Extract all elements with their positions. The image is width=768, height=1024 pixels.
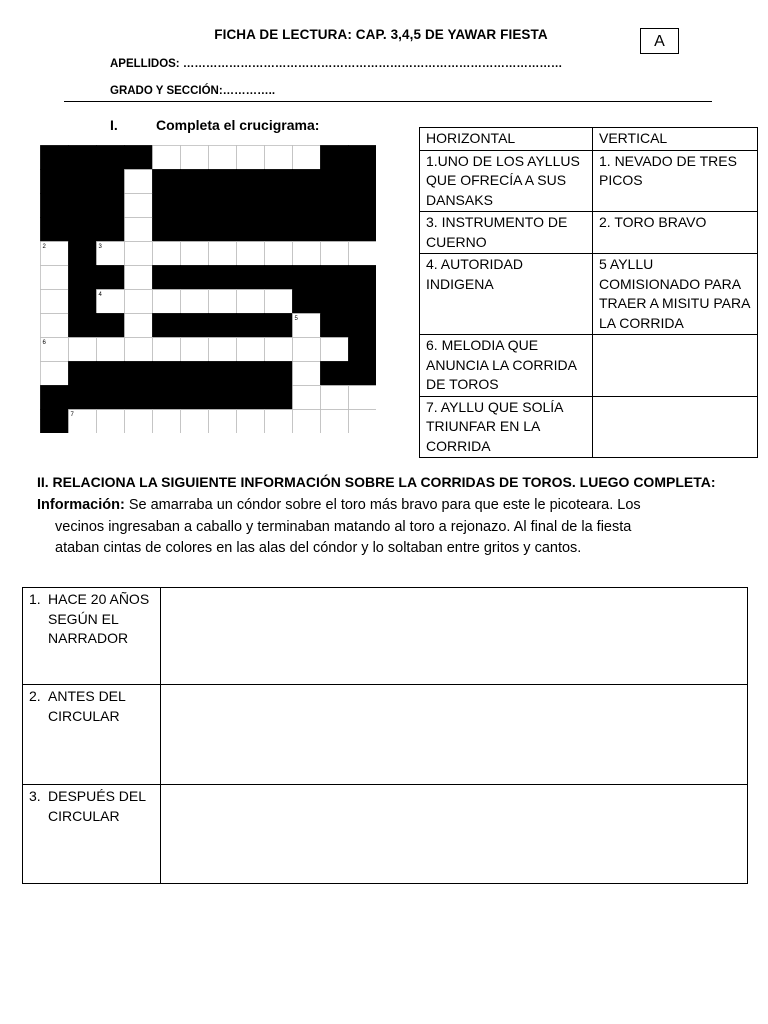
crossword-clue-number: 1 (126, 148, 130, 154)
crossword-block (349, 290, 377, 314)
header-divider (64, 101, 712, 102)
crossword-block (209, 314, 237, 338)
crossword-block (321, 170, 349, 194)
crossword-block (349, 218, 377, 242)
crossword-cell[interactable] (237, 146, 265, 170)
crossword-block (69, 242, 97, 266)
crossword-clue-number: 5 (294, 316, 298, 322)
crossword-block (237, 362, 265, 386)
crossword-block (321, 314, 349, 338)
crossword-block (69, 218, 97, 242)
crossword-cell[interactable] (153, 146, 181, 170)
crossword-cell[interactable] (125, 410, 153, 434)
crossword-block (181, 386, 209, 410)
crossword-cell[interactable] (237, 338, 265, 362)
crossword-block (153, 386, 181, 410)
crossword-block (97, 362, 125, 386)
crossword-cell[interactable] (69, 338, 97, 362)
worksheet-title: FICHA DE LECTURA: CAP. 3,4,5 DE YAWAR FIESTA (214, 27, 548, 42)
clues-table (419, 127, 758, 458)
crossword-cell[interactable] (209, 242, 237, 266)
information-paragraph (37, 495, 737, 560)
crossword-block (237, 314, 265, 338)
relation-label: 3. DESPUÉS DEL CIRCULAR (23, 785, 161, 884)
vertical-header: VERTICAL (593, 128, 758, 151)
crossword-block (349, 338, 377, 362)
crossword-cell[interactable] (321, 410, 349, 434)
crossword-block (69, 314, 97, 338)
crossword-block (41, 146, 69, 170)
crossword-block (153, 218, 181, 242)
crossword-block (265, 266, 293, 290)
crossword-cell[interactable] (153, 290, 181, 314)
vertical-clue: 5 AYLLU COMISIONADO PARA TRAER A MISITU PARA LA CORRIDA (593, 254, 758, 335)
crossword-block (181, 170, 209, 194)
horizontal-clue: 4. AUTORIDAD INDIGENA (420, 254, 593, 335)
crossword-block (41, 170, 69, 194)
horizontal-clue: 6. MELODIA QUE ANUNCIA LA CORRIDA DE TOROS (420, 335, 593, 397)
crossword-block (321, 218, 349, 242)
vertical-clue: 1. NEVADO DE TRES PICOS (593, 150, 758, 212)
crossword-block (321, 290, 349, 314)
crossword-cell[interactable] (125, 194, 153, 218)
crossword-clue-number: 7 (70, 412, 74, 418)
crossword-block (153, 266, 181, 290)
crossword-clue-number: 6 (42, 340, 46, 346)
crossword-cell[interactable] (153, 338, 181, 362)
crossword-cell[interactable] (265, 242, 293, 266)
crossword-cell[interactable] (209, 410, 237, 434)
crossword-block (41, 386, 69, 410)
crossword-block (349, 170, 377, 194)
crossword-cell[interactable] (321, 338, 349, 362)
horizontal-clue: 1.UNO DE LOS AYLLUS QUE OFRECÍA A SUS DANSAKS (420, 150, 593, 212)
crossword-block (181, 314, 209, 338)
crossword-block (265, 194, 293, 218)
crossword-cell[interactable] (153, 242, 181, 266)
crossword-block (181, 194, 209, 218)
section1-text: Completa el crucigrama: (156, 117, 320, 133)
horizontal-header: HORIZONTAL (420, 128, 593, 151)
info-line: ataban cintas de colores en las alas del cóndor y lo soltaban entre gritos y cantos. (55, 540, 582, 557)
crossword-block (97, 170, 125, 194)
crossword-cell[interactable] (293, 146, 321, 170)
clues-header-row (420, 128, 758, 151)
crossword-cell[interactable] (41, 362, 69, 386)
relation-answer-cell[interactable] (161, 685, 748, 785)
crossword-cell[interactable] (265, 290, 293, 314)
crossword-block (293, 290, 321, 314)
crossword-block (321, 362, 349, 386)
crossword-cell[interactable] (349, 386, 377, 410)
crossword-block (209, 362, 237, 386)
crossword-cell[interactable] (125, 290, 153, 314)
clue-row (420, 396, 758, 458)
apellidos-field[interactable]: APELLIDOS: ……………………………………………………………………………………… (110, 58, 563, 70)
crossword-block (97, 218, 125, 242)
crossword-cell[interactable] (321, 386, 349, 410)
section1-roman: I. (110, 117, 118, 133)
crossword-cell[interactable] (349, 410, 377, 434)
vertical-clue (593, 396, 758, 458)
crossword-cell[interactable] (125, 338, 153, 362)
vertical-clue: 2. TORO BRAVO (593, 212, 758, 254)
crossword-block (321, 194, 349, 218)
crossword-cell[interactable] (125, 242, 153, 266)
crossword-cell[interactable] (321, 242, 349, 266)
crossword-block (349, 266, 377, 290)
crossword-block (293, 170, 321, 194)
crossword-cell[interactable] (153, 410, 181, 434)
crossword-cell[interactable] (125, 218, 153, 242)
relation-label: 1. HACE 20 AÑOS SEGÚN EL NARRADOR (23, 588, 161, 685)
crossword-block (209, 218, 237, 242)
crossword-cell[interactable] (293, 338, 321, 362)
crossword-clue-number: 4 (98, 292, 102, 298)
info-label: Información: (37, 497, 125, 513)
crossword-block (265, 386, 293, 410)
crossword-block (321, 266, 349, 290)
clue-row (420, 212, 758, 254)
crossword-block (265, 170, 293, 194)
crossword-cell[interactable] (265, 146, 293, 170)
crossword-cell[interactable] (237, 410, 265, 434)
relation-row (23, 785, 748, 884)
crossword-block (265, 218, 293, 242)
crossword-block (349, 194, 377, 218)
crossword-cell[interactable] (237, 242, 265, 266)
crossword-block (237, 170, 265, 194)
relation-table (22, 587, 748, 884)
version-box: A (640, 28, 679, 54)
crossword-block (69, 266, 97, 290)
section1-heading (110, 117, 319, 133)
clue-row (420, 254, 758, 335)
crossword-cell[interactable] (181, 338, 209, 362)
crossword-block (349, 146, 377, 170)
crossword-cell[interactable] (349, 242, 377, 266)
crossword-block (209, 386, 237, 410)
crossword-block (321, 146, 349, 170)
crossword-block (209, 266, 237, 290)
crossword-block (349, 362, 377, 386)
crossword-block (41, 410, 69, 434)
crossword-block (125, 386, 153, 410)
crossword-block (153, 170, 181, 194)
crossword-cell[interactable] (97, 338, 125, 362)
crossword-cell[interactable] (293, 242, 321, 266)
crossword-cell[interactable] (237, 290, 265, 314)
crossword-cell[interactable] (265, 410, 293, 434)
crossword-block (293, 194, 321, 218)
crossword-block (153, 314, 181, 338)
relation-answer-cell[interactable] (161, 588, 748, 685)
crossword-cell[interactable] (181, 410, 209, 434)
crossword-cell[interactable] (41, 314, 69, 338)
crossword-grid[interactable] (40, 145, 376, 438)
grado-seccion-field[interactable]: GRADO Y SECCIÓN:………….. (110, 85, 276, 97)
crossword-block (293, 266, 321, 290)
crossword-block (41, 194, 69, 218)
clue-row (420, 150, 758, 212)
crossword-block (69, 170, 97, 194)
crossword-cell[interactable] (209, 146, 237, 170)
crossword-block (153, 194, 181, 218)
crossword-block (97, 194, 125, 218)
info-line: Se amarraba un cóndor sobre el toro más bravo para que este le picoteara. Los (124, 497, 641, 513)
crossword-block (69, 194, 97, 218)
clue-row (420, 335, 758, 397)
crossword-block (97, 386, 125, 410)
crossword-clue-number: 2 (42, 244, 46, 250)
crossword-cell[interactable] (97, 410, 125, 434)
crossword-cell[interactable] (181, 242, 209, 266)
crossword-cell[interactable] (181, 146, 209, 170)
horizontal-clue: 3. INSTRUMENTO DE CUERNO (420, 212, 593, 254)
crossword-block (97, 146, 125, 170)
crossword-clue-number: 3 (98, 244, 102, 250)
crossword-block (209, 170, 237, 194)
crossword-cell[interactable] (293, 386, 321, 410)
relation-row (23, 685, 748, 785)
crossword-block (69, 362, 97, 386)
crossword-block (181, 362, 209, 386)
crossword-cell[interactable] (125, 314, 153, 338)
relation-label: 2. ANTES DEL CIRCULAR (23, 685, 161, 785)
crossword-block (265, 362, 293, 386)
horizontal-clue: 7. AYLLU QUE SOLÍA TRIUNFAR EN LA CORRIDA (420, 396, 593, 458)
crossword-block (237, 386, 265, 410)
crossword-cell[interactable] (265, 338, 293, 362)
crossword-block (125, 362, 153, 386)
crossword-block (97, 266, 125, 290)
crossword-cell[interactable] (181, 290, 209, 314)
crossword-block (237, 266, 265, 290)
crossword-cell[interactable] (209, 290, 237, 314)
vertical-clue (593, 335, 758, 397)
crossword-block (181, 218, 209, 242)
relation-row (23, 588, 748, 685)
crossword-block (209, 194, 237, 218)
section2-heading: II. RELACIONA LA SIGUIENTE INFORMACIÓN SOBRE LA CORRIDAS DE TOROS. LUEGO COMPLETA: (37, 474, 716, 490)
crossword-cell[interactable] (125, 266, 153, 290)
crossword-block (97, 314, 125, 338)
crossword-block (41, 218, 69, 242)
crossword-cell[interactable] (125, 170, 153, 194)
crossword-block (181, 266, 209, 290)
crossword-cell[interactable] (293, 410, 321, 434)
crossword-block (237, 218, 265, 242)
crossword-cell[interactable] (209, 338, 237, 362)
relation-answer-cell[interactable] (161, 785, 748, 884)
crossword-block (69, 146, 97, 170)
crossword-block (237, 194, 265, 218)
crossword-cell[interactable] (293, 362, 321, 386)
info-line: vecinos ingresaban a caballo y terminaban matando al toro a rejonazo. Al final de la fiesta (55, 518, 632, 535)
crossword-block (69, 386, 97, 410)
crossword-cell[interactable] (41, 266, 69, 290)
crossword-block (265, 314, 293, 338)
crossword-cell[interactable] (41, 290, 69, 314)
crossword-block (153, 362, 181, 386)
crossword-block (349, 314, 377, 338)
crossword-block (293, 218, 321, 242)
crossword-block (69, 290, 97, 314)
